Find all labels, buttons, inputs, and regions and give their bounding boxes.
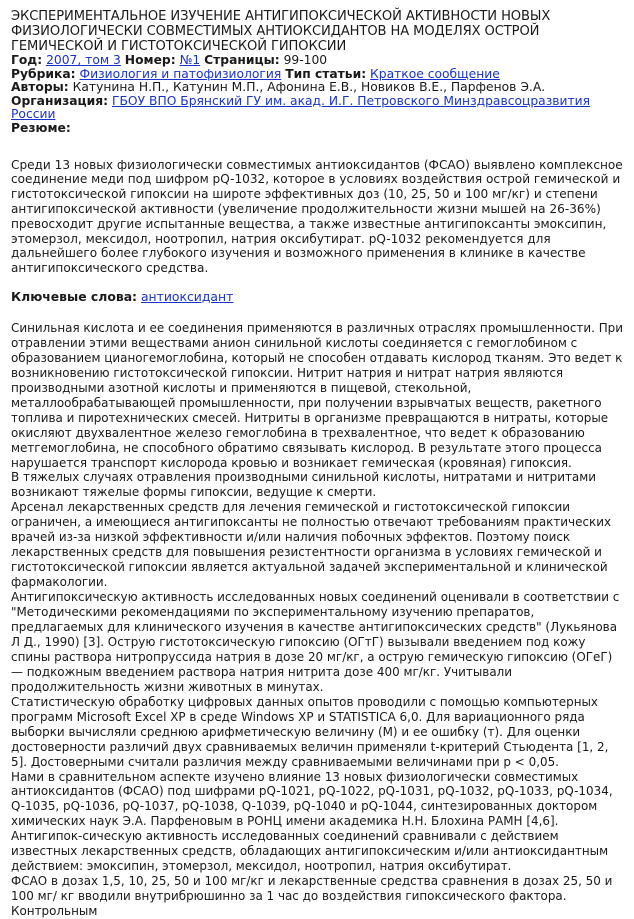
- authors-label: Авторы:: [11, 80, 69, 95]
- meta-line-authors: [11, 81, 623, 95]
- meta-line-summary: [11, 122, 623, 136]
- body-paragraph: Статистическую обработку цифровых данных опытов проводили с помощью компьютерных программ Microsoft Excel XP в среде Windows XP и STATISTICA 6,0. Для вариационного ряда выборки вычисляли среднюю арифметическую величину (М) и ее ошибку (т). Для оценки достоверности различий двух сравниваемых величин применяли t-критерий Стьюдента [1, 2, 5]. Достоверными считали различия между сравниваемыми величинами при р < 0,05.: [11, 694, 609, 769]
- rubric-label: Рубрика:: [11, 66, 76, 81]
- number-label: Номер:: [124, 53, 176, 67]
- article-body: [11, 321, 623, 919]
- body-paragraph: Синильная кислота и ее соединения применяются в различных отраслях промышленности. При отравлении этими веществами анион синильной кислоты соединяется с гемоглобином с образованием цианогемоглобина, который не способен отдавать кислород тканям. Это ведет к возникновению гистотоксической гипоксии. Нитрит натрия и нитрат натрия являются производными азотной кислоты и применяются в пищевой, стекольной, металлообрабатывающей промышленности, при получении взрывчатых веществ, ракетного топлива и пиротехнических смесей. Нитриты в организме превращаются в нитраты, которые окисляют двухвалентное железо гемоглобина в трехвалентное, что ведет к образованию метгемоглобина, не способного обратимо связывать кислород. В результате этого процесса нарушается транспорт кислорода кровью и возникает гемическая (кровяная) гипоксия.: [11, 320, 624, 470]
- meta-line-issue: [11, 54, 623, 68]
- abstract-text: Среди 13 новых физиологически совместимых антиоксидантов (ФСАО) выявлено комплексное соединение меди под шифром pQ-1032, которое в условиях воздействия острой гемической и гистотоксической гипоксии на широте эффективных доз (10, 25, 50 и 100 мг/кг) и степени антигипоксической активности (увеличение продолжительности жизни мышей на 26-36%) превосходит другие испытанные вещества, а также известные антигипоксанты эмоксипин, этомерзол, мексидол, ноотропил, натрия оксибутират. pQ-1032 рекомендуется для дальнейшего более глубокого изучения и возможного применения в клинике в качестве антигипоксического средства.: [11, 157, 623, 276]
- body-paragraph: Нами в сравнительном аспекте изучено влияние 13 новых физиологически совместимых антиоксидантов (ФСАО) под шифрами pQ-1021, pQ-1022, pQ-1031, pQ-1032, pQ-1033, pQ-1034, Q-1035, pQ-1036, pQ-1037, pQ-1038, Q-1039, pQ-1040 и pQ-1044, синтезированных доктором химических наук Э.А. Парфеновым в РОНЦ имени академика Н.Н. Блохина РАМН [4,6]. Антигипок-сическую активность исследованных соединений сравнивали с действием известных лекарственных средств, обладающих антигипоксическим и/или антиоксидантным действием: эмоксипин, этомерзол, мексидол, ноотропил, натрия оксибутират.: [11, 769, 613, 874]
- year-label: Год:: [11, 53, 43, 67]
- organization-link[interactable]: ГБОУ ВПО Брянский ГУ им. акад. И.Г. Петровского Минздравсоцразвития России: [11, 93, 591, 122]
- article-page: [11, 9, 623, 919]
- article-title: ЭКСПЕРИМЕНТАЛЬНОЕ ИЗУЧЕНИЕ АНТИГИПОКСИЧЕСКОЙ АКТИВНОСТИ НОВЫХ ФИЗИОЛОГИЧЕСКИ СОВМЕСТИМЫХ АНТИОКСИДАНТОВ НА МОДЕЛЯХ ОСТРОЙ ГЕМИЧЕСКОЙ И ГИСТОТОКСИЧЕСКОЙ ГИПОКСИИ: [11, 9, 551, 54]
- pages-value: 99-100: [283, 53, 328, 67]
- body-paragraph: В тяжелых случаях отравления производными синильной кислоты, нитратами и нитритами возникают тяжелые формы гипоксии, ведущие к смерти.: [11, 470, 596, 500]
- year-link[interactable]: 2007, том 3: [46, 53, 121, 67]
- number-link[interactable]: №1: [179, 53, 201, 67]
- type-link[interactable]: Краткое сообщение: [370, 66, 500, 81]
- pages-label: Страницы:: [204, 53, 280, 67]
- type-label: Тип статьи:: [285, 66, 367, 81]
- authors-value: Катунина Н.П., Катунин М.П., Афонина Е.В., Новиков В.Е., Парфенов Э.А.: [72, 80, 546, 95]
- body-paragraph: ФСАО в дозах 1,5, 10, 25, 50 и 100 мг/кг и лекарственные средства сравнения в дозах 25, 50 и 100 мг/ кг вводили внутрибрюшинно за 1 час до воздействия гипоксического фактора. Контрольным: [11, 874, 613, 919]
- keywords-line: [11, 289, 623, 304]
- keywords-label: Ключевые слова:: [11, 288, 138, 304]
- meta-line-organization: [11, 95, 623, 122]
- abstract: [11, 158, 623, 276]
- rubric-link[interactable]: Физиология и патофизиология: [79, 66, 282, 81]
- organization-label: Организация:: [11, 93, 109, 108]
- summary-label: Резюме:: [11, 120, 71, 135]
- body-paragraph: Арсенал лекарственных средств для лечения гемической и гистотоксической гипоксии ограничен, а имеющиеся антигипоксанты не полностью отвечают требованиям практических врачей из-за низкой эффективности и/или наличия побочных эффектов. Поэтому поиск лекарственных средств для повышения резистентности организма в условиях гемической и гистотоксической гипоксии является актуальной задачей экспериментальной и клинической фармакологии.: [11, 500, 612, 590]
- body-paragraph: Антигипоксическую активность исследованных новых соединений оценивали в соответствии с "Методическими рекомендациями по экспериментальному изучению препаратов, предлагаемых для клинического изучения в качестве антигипоксических средств" (Лукьянова Л Д., 1990) [3]. Острую гистотоксическую гипоксию (ОГтГ) вызывали введением под кожу спины раствора нитропруссида натрия в дозе 20 мг/кг, а острую гемическую гипоксию (ОГеГ) — подкожным введением раствора натрия нитрита дозе 400 мг/кг. Учитывали продолжительность жизни животных в минутах.: [11, 590, 620, 694]
- keyword-link[interactable]: антиоксидант: [140, 288, 234, 304]
- article-meta: [11, 54, 623, 136]
- meta-line-rubric: [11, 68, 623, 82]
